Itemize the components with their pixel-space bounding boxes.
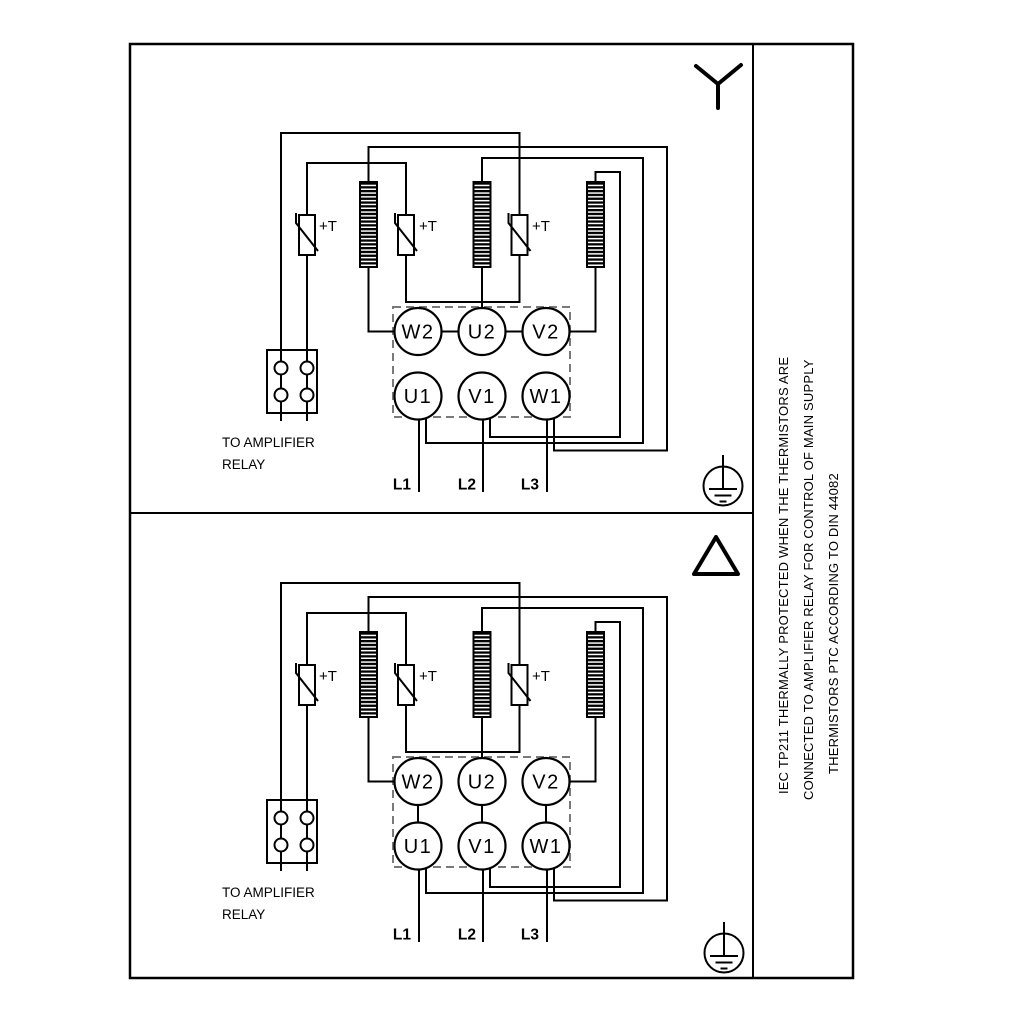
supply-label-L1: L1 bbox=[392, 476, 411, 494]
terminal-label: V2 bbox=[532, 771, 560, 794]
thermistor-icon bbox=[296, 213, 337, 255]
winding-coil-icon bbox=[360, 182, 377, 267]
thermistor-label: +T bbox=[319, 218, 337, 235]
winding-coil-icon bbox=[360, 632, 377, 717]
panel-delta-connection bbox=[222, 537, 744, 973]
supply-label-L2: L2 bbox=[457, 926, 476, 944]
thermistor-icon bbox=[296, 663, 337, 705]
relay-caption-line2: RELAY bbox=[222, 457, 266, 472]
winding-coil-icon bbox=[474, 182, 491, 267]
relay-pin bbox=[301, 812, 314, 825]
star-y-symbol-icon bbox=[696, 65, 741, 108]
terminal-label: V2 bbox=[532, 321, 560, 344]
thermistor2-to-thermistor3-wire bbox=[406, 255, 520, 302]
winding-coil-icon bbox=[587, 182, 604, 267]
supply-label-L2: L2 bbox=[457, 476, 476, 494]
terminal-label: U2 bbox=[467, 771, 497, 794]
terminal-label: W2 bbox=[401, 771, 435, 794]
thermistor1-to-thermistor2-wire bbox=[307, 613, 406, 665]
thermistor-label: +T bbox=[419, 218, 437, 235]
terminal-label: U2 bbox=[467, 321, 497, 344]
terminal-label: V1 bbox=[468, 386, 496, 408]
terminal-label: U1 bbox=[403, 386, 433, 408]
thermistor-icon bbox=[395, 213, 437, 255]
thermistor1-to-thermistor2-wire bbox=[307, 163, 406, 215]
winding-coil-icon bbox=[587, 632, 604, 717]
side-note-line1: IEC TP211 THERMALLY PROTECTED WHEN THE THERMISTORS ARE bbox=[776, 356, 791, 794]
relay-pin bbox=[275, 362, 288, 375]
terminal-label: W1 bbox=[529, 386, 563, 408]
relay-caption-line2: RELAY bbox=[222, 907, 266, 922]
supply-label-L1: L1 bbox=[392, 926, 411, 944]
thermistor-label: +T bbox=[532, 218, 550, 235]
side-note-line2: CONNECTED TO AMPLIFIER RELAY FOR CONTROL OF MAIN SUPPLY bbox=[801, 359, 816, 800]
thermistor-label: +T bbox=[419, 668, 437, 685]
thermistor-icon bbox=[395, 663, 437, 705]
relay-pin bbox=[275, 812, 288, 825]
thermistor-label: +T bbox=[532, 668, 550, 685]
thermistor-label: +T bbox=[319, 668, 337, 685]
thermistor2-to-thermistor3-wire bbox=[406, 705, 520, 752]
relay-pin bbox=[275, 389, 288, 402]
side-note-line3: THERMISTORS PTC ACCORDING TO DIN 44082 bbox=[826, 473, 841, 774]
relay-pin bbox=[301, 362, 314, 375]
delta-triangle-symbol-icon bbox=[694, 537, 738, 574]
side-note bbox=[776, 357, 841, 800]
thermistors bbox=[296, 663, 550, 705]
terminal-label: U1 bbox=[403, 836, 433, 858]
terminal-label: V1 bbox=[468, 836, 496, 858]
winding-coil-icon bbox=[474, 632, 491, 717]
ground-icon bbox=[704, 455, 743, 506]
thermistor-icon bbox=[509, 213, 550, 255]
amplifier-relay-block bbox=[267, 800, 317, 863]
relay-caption-line1: TO AMPLIFIER bbox=[222, 435, 315, 450]
amplifier-relay-block bbox=[267, 350, 317, 413]
thermistor-icon bbox=[509, 663, 550, 705]
terminal-label: W2 bbox=[401, 321, 435, 344]
relay-pin bbox=[301, 839, 314, 852]
relay-pin bbox=[301, 389, 314, 402]
supply-label-L3: L3 bbox=[520, 926, 539, 944]
thermistors bbox=[296, 213, 550, 255]
motor-terminals bbox=[395, 308, 570, 420]
ground-icon bbox=[705, 922, 744, 973]
supply-label-L3: L3 bbox=[520, 476, 539, 494]
relay-pin bbox=[275, 839, 288, 852]
panel-star-connection bbox=[222, 65, 743, 506]
relay-caption-line1: TO AMPLIFIER bbox=[222, 885, 315, 900]
terminal-label: W1 bbox=[529, 836, 563, 858]
